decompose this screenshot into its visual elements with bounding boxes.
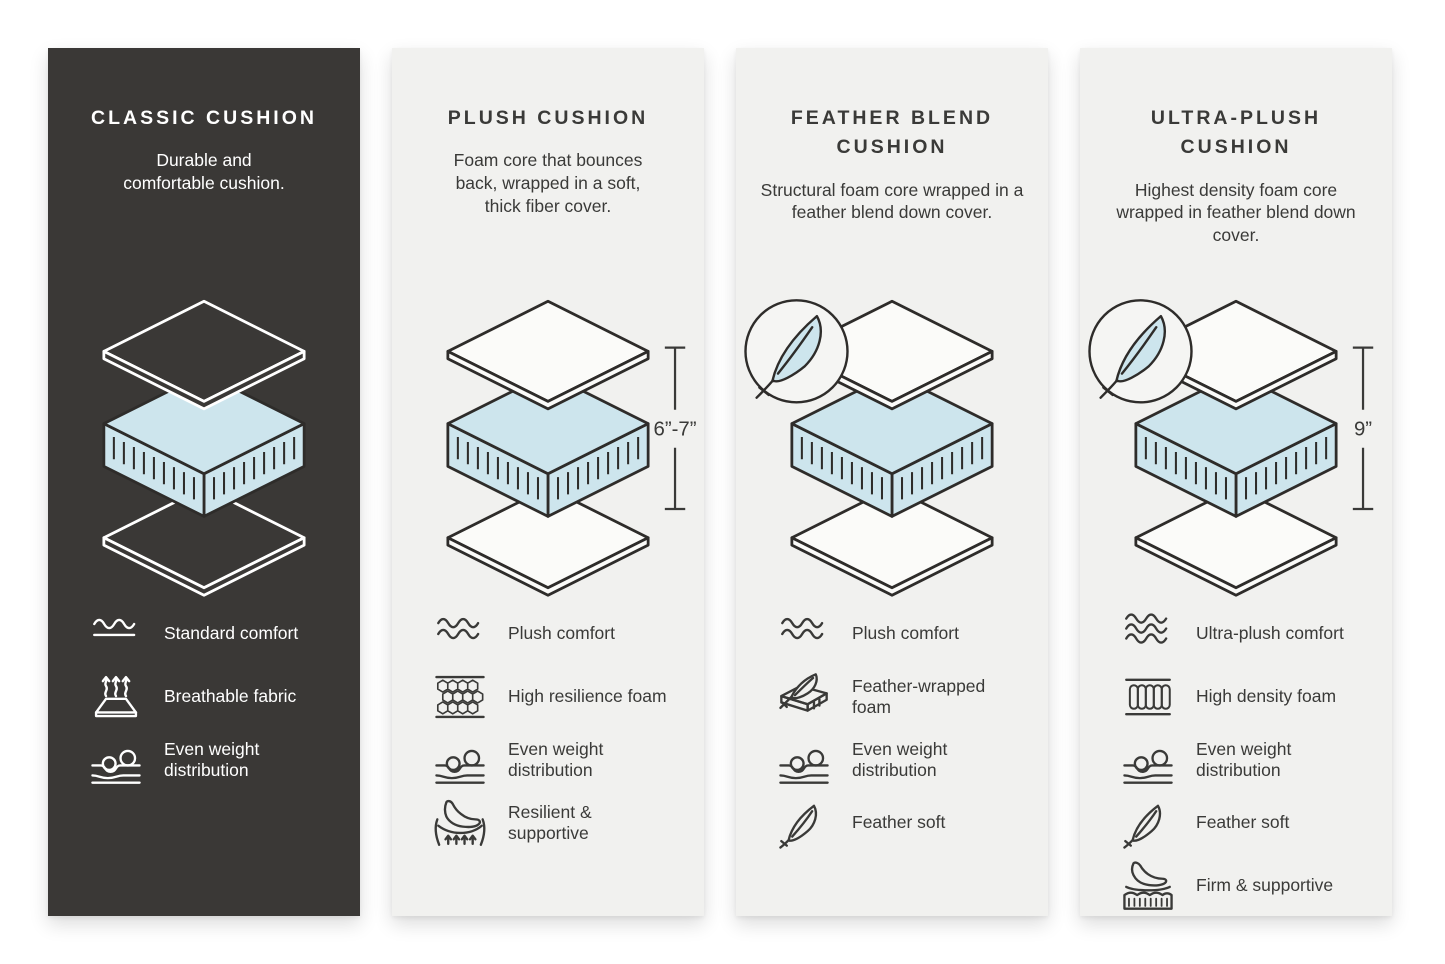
feature-label: Plush comfort <box>852 623 959 644</box>
feature-label: Plush comfort <box>508 623 615 644</box>
feature-row <box>1118 734 1378 786</box>
feather-wrapped-foam-icon <box>774 671 834 723</box>
breathable-fabric-icon <box>86 671 146 723</box>
firm-supportive-icon <box>1118 860 1178 912</box>
resilient-supportive-icon <box>430 797 490 849</box>
card-description: Highest density foam core wrapped in feather blend down cover. <box>1116 179 1356 245</box>
card-description: Structural foam core wrapped in a feather blend down cover. <box>760 179 1024 223</box>
wave-double-icon <box>430 608 490 660</box>
feather-icon <box>1118 797 1178 849</box>
even-weight-icon <box>774 734 834 786</box>
feature-label: Feather soft <box>852 812 946 833</box>
feature-row <box>1118 608 1378 660</box>
feature-row <box>1118 671 1378 723</box>
feature-row <box>774 671 1034 723</box>
dimension-label: 9” <box>1353 418 1373 441</box>
feature-row <box>1118 797 1378 849</box>
feature-list <box>1118 608 1378 923</box>
dimension-label: 6”-7” <box>653 418 697 441</box>
feature-label: Breathable fabric <box>164 686 297 707</box>
card-description: Durable and comfortable cushion. <box>123 150 285 193</box>
dimension-marker <box>1353 348 1373 509</box>
card-title: CLASSIC CUSHION <box>91 107 317 129</box>
feather-badge <box>1089 300 1191 402</box>
feature-row <box>86 608 346 660</box>
cushion-top-panel <box>448 301 648 409</box>
feature-row <box>430 797 690 849</box>
feature-row <box>774 608 1034 660</box>
feature-label: Feather soft <box>1196 812 1290 833</box>
wave-triple-icon <box>1118 608 1178 660</box>
density-foam-icon <box>1118 671 1178 723</box>
cushion-illustration <box>48 292 360 603</box>
feature-row <box>86 671 346 723</box>
cushion-illustration <box>1080 292 1392 603</box>
card-plush-cushion <box>392 48 704 916</box>
card-title: FEATHER BLEND CUSHION <box>790 107 994 159</box>
feature-label: Even weight distribution <box>164 738 260 780</box>
feature-list <box>774 608 1034 860</box>
cushion-layers-graphic <box>739 292 1045 603</box>
card-classic-cushion <box>48 48 360 916</box>
feature-row <box>430 734 690 786</box>
cushion-illustration <box>736 292 1048 603</box>
cushion-illustration <box>392 292 704 603</box>
card-description: Foam core that bounces back, wrapped in a soft, thick fiber cover. <box>453 150 643 216</box>
even-weight-icon <box>430 734 490 786</box>
feature-row <box>430 608 690 660</box>
card-feather-blend-cushion <box>736 48 1048 916</box>
feature-label: High resilience foam <box>508 686 667 707</box>
feather-icon <box>774 797 834 849</box>
cushion-top-panel <box>104 301 304 409</box>
feature-list <box>86 608 346 797</box>
card-title: PLUSH CUSHION <box>447 107 649 129</box>
card-title: ULTRA-PLUSH CUSHION <box>1150 107 1322 159</box>
feature-row <box>774 734 1034 786</box>
feature-row <box>86 734 346 786</box>
cushion-layers-graphic <box>1083 292 1389 603</box>
even-weight-icon <box>1118 734 1178 786</box>
feature-row <box>774 797 1034 849</box>
cushion-layers-graphic <box>395 292 701 603</box>
feature-label: Standard comfort <box>164 623 299 644</box>
cushion-layers-graphic <box>51 292 357 603</box>
even-weight-icon <box>86 734 146 786</box>
honeycomb-foam-icon <box>430 671 490 723</box>
feature-label: Firm & supportive <box>1196 875 1334 896</box>
wave-single-icon <box>86 608 146 660</box>
feature-label: Even weight distribution <box>508 738 604 780</box>
feature-row <box>1118 860 1378 912</box>
dimension-marker <box>654 348 697 509</box>
feature-list <box>430 608 690 860</box>
wave-double-icon <box>774 608 834 660</box>
feature-label: Resilient & supportive <box>508 801 592 843</box>
feature-label: Ultra-plush comfort <box>1196 623 1344 644</box>
card-ultra-plush-cushion <box>1080 48 1392 916</box>
feature-label: High density foam <box>1196 686 1337 707</box>
feature-label: Even weight distribution <box>852 738 948 780</box>
feature-row <box>430 671 690 723</box>
feature-label: Even weight distribution <box>1196 738 1292 780</box>
feather-badge <box>745 300 847 402</box>
feature-label: Feather-wrapped foam <box>852 675 986 717</box>
